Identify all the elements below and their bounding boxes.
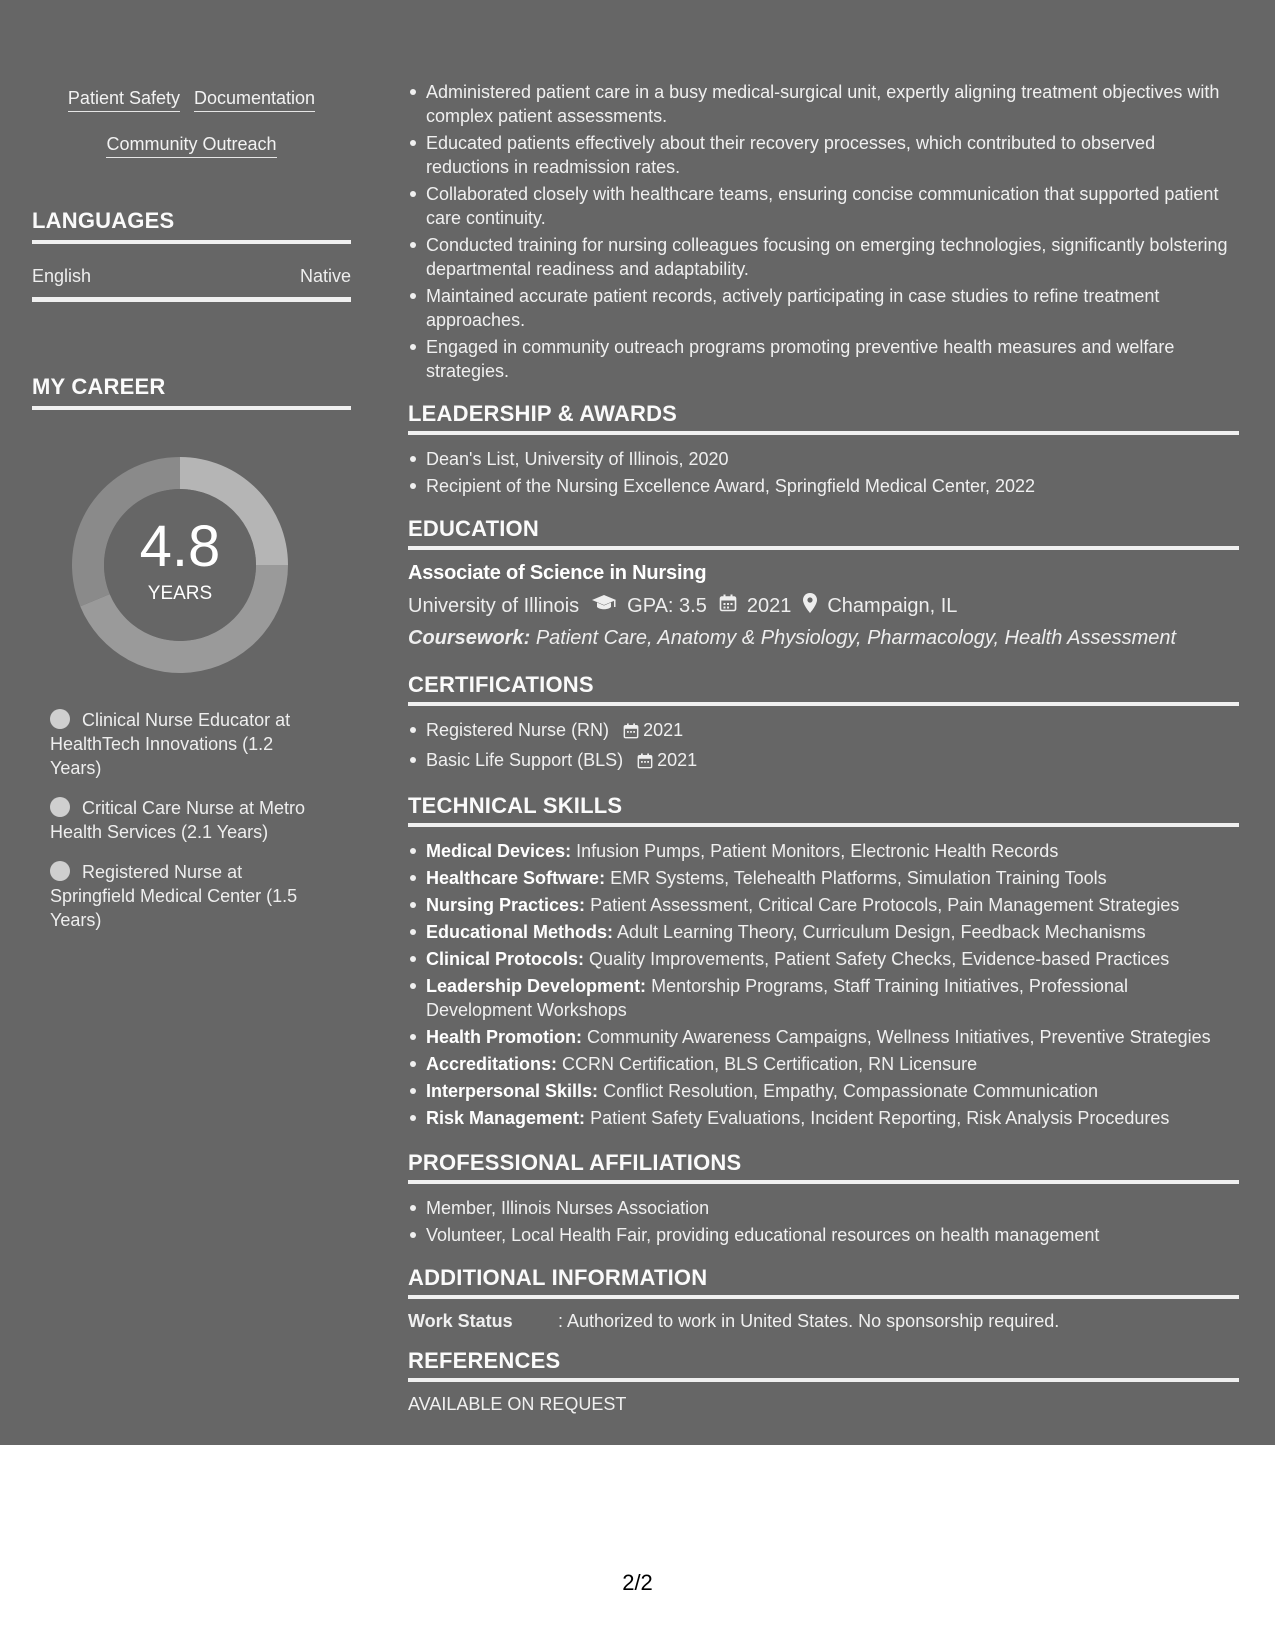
skill-text: Community Awareness Campaigns, Wellness Initiatives, Preventive Strategies: [587, 1027, 1211, 1047]
skill-text: Patient Safety Evaluations, Incident Reporting, Risk Analysis Procedures: [590, 1108, 1170, 1128]
career-item-text: Clinical Nurse Educator at HealthTech Innovations (1.2 Years): [50, 710, 291, 778]
career-section: [32, 374, 351, 932]
skill-label: Medical Devices:: [426, 841, 572, 861]
gpa: GPA: 3.5: [627, 594, 707, 617]
skill-item: [426, 947, 1239, 971]
degree-title: Associate of Science in Nursing: [408, 562, 707, 584]
certification-year: 2021: [643, 720, 684, 740]
languages-section: [32, 208, 351, 302]
skill-text: CCRN Certification, BLS Certification, RN Licensure: [562, 1054, 978, 1074]
experience-bullet: Engaged in community outreach programs promoting preventive health measures and welfare strategies.: [426, 335, 1239, 383]
experience-bullet: Conducted training for nursing colleagues focusing on emerging technologies, significantly bolstering departmental readiness and adaptability.: [426, 233, 1239, 281]
affiliations-heading: PROFESSIONAL AFFILIATIONS: [408, 1150, 1239, 1184]
skill-label: Accreditations:: [426, 1054, 558, 1074]
skill-item: [426, 893, 1239, 917]
coursework-text: Patient Care, Anatomy & Physiology, Pharmacology, Health Assessment: [535, 627, 1177, 649]
skills-list: [408, 839, 1239, 1130]
left-column: [32, 82, 351, 948]
skill-label: Leadership Development:: [426, 976, 647, 996]
affiliations-list: [408, 1196, 1239, 1247]
career-item: [50, 708, 325, 780]
skill-label: Healthcare Software:: [426, 868, 606, 888]
skill-tags: [32, 82, 351, 174]
experience-bullet: Administered patient care in a busy medical-surgical unit, expertly aligning treatment objectives with complex patient assessments.: [426, 80, 1239, 128]
certification-name: Registered Nurse (RN): [426, 720, 610, 740]
education-meta: [408, 593, 1239, 619]
language-name: English: [32, 266, 92, 286]
graduation-year: 2021: [746, 594, 792, 617]
right-column: [408, 80, 1239, 1415]
calendar-icon: [623, 721, 639, 745]
affiliation-item: Volunteer, Local Health Fair, providing educational resources on health management: [426, 1223, 1239, 1247]
career-item-text: Registered Nurse at Springfield Medical Center (1.5 Years): [50, 862, 298, 930]
career-heading: MY CAREER: [32, 374, 351, 410]
career-item-text: Critical Care Nurse at Metro Health Services (2.1 Years): [50, 798, 306, 842]
graduation-cap-icon: [591, 594, 617, 618]
career-donut-chart: [65, 450, 295, 680]
career-item: [50, 860, 325, 932]
certification-item: [426, 748, 1239, 775]
experience-bullets: [408, 80, 1239, 383]
legend-dot: [50, 861, 70, 881]
calendar-icon: [637, 751, 653, 775]
skill-item: [426, 1079, 1239, 1103]
page-number: 2/2: [622, 1570, 653, 1595]
calendar-icon: [719, 594, 737, 618]
education-location: Champaign, IL: [827, 594, 958, 617]
work-status-row: [408, 1311, 1239, 1332]
career-list: [50, 708, 325, 932]
awards-heading: LEADERSHIP & AWARDS: [408, 401, 1239, 435]
location-pin-icon: [803, 593, 817, 619]
work-status-value: : Authorized to work in United States. No sponsorship required.: [558, 1311, 1060, 1331]
experience-bullet: Maintained accurate patient records, actively participating in case studies to refine treatment approaches.: [426, 284, 1239, 332]
skill-text: Quality Improvements, Patient Safety Checks, Evidence-based Practices: [589, 949, 1170, 969]
skill-label: Educational Methods:: [426, 922, 614, 942]
skill-text: Conflict Resolution, Empathy, Compassionate Communication: [603, 1081, 1098, 1101]
skill-text: Adult Learning Theory, Curriculum Design, Feedback Mechanisms: [617, 922, 1146, 942]
skill-item: [426, 974, 1239, 1022]
legend-dot: [50, 797, 70, 817]
skill-item: [426, 839, 1239, 863]
experience-bullet: Educated patients effectively about their recovery processes, which contributed to observed reductions in readmission rates.: [426, 131, 1239, 179]
language-row: [32, 244, 351, 302]
skills-heading: TECHNICAL SKILLS: [408, 793, 1239, 827]
additional-info-heading: ADDITIONAL INFORMATION: [408, 1265, 1239, 1299]
skill-item: [426, 920, 1239, 944]
certifications-list: [408, 718, 1239, 775]
references-text: AVAILABLE ON REQUEST: [408, 1394, 627, 1414]
skill-label: Nursing Practices:: [426, 895, 586, 915]
career-years-label: YEARS: [147, 583, 213, 604]
experience-bullet: Collaborated closely with healthcare teams, ensuring concise communication that supported patient care continuity.: [426, 182, 1239, 230]
award-item: Dean's List, University of Illinois, 2020: [426, 447, 1239, 471]
references-heading: REFERENCES: [408, 1348, 1239, 1382]
skill-tag: Community Outreach: [106, 134, 276, 158]
award-item: Recipient of the Nursing Excellence Award, Springfield Medical Center, 2022: [426, 474, 1239, 498]
education-heading: EDUCATION: [408, 516, 1239, 550]
skill-item: [426, 1025, 1239, 1049]
certification-name: Basic Life Support (BLS): [426, 750, 624, 770]
skill-text: Infusion Pumps, Patient Monitors, Electronic Health Records: [576, 841, 1059, 861]
skill-text: Patient Assessment, Critical Care Protocols, Pain Management Strategies: [590, 895, 1180, 915]
awards-list: [408, 447, 1239, 498]
skill-text: EMR Systems, Telehealth Platforms, Simulation Training Tools: [610, 868, 1107, 888]
work-status-label: Work Status: [408, 1311, 513, 1331]
coursework: [408, 627, 1239, 650]
skill-tag: Patient Safety: [68, 88, 180, 112]
language-level: Native: [299, 266, 351, 286]
certification-year: 2021: [657, 750, 698, 770]
certifications-heading: CERTIFICATIONS: [408, 672, 1239, 706]
legend-dot: [50, 709, 70, 729]
career-item: [50, 796, 325, 844]
skill-label: Health Promotion:: [426, 1027, 582, 1047]
certification-item: [426, 718, 1239, 745]
affiliation-item: Member, Illinois Nurses Association: [426, 1196, 1239, 1220]
skill-text: Mentorship Programs, Staff Training Initiatives, Professional Development Workshops: [426, 976, 1128, 1020]
skill-tag: Documentation: [194, 88, 315, 112]
skill-label: Clinical Protocols:: [426, 949, 585, 969]
skill-label: Risk Management:: [426, 1108, 586, 1128]
skill-label: Interpersonal Skills:: [426, 1081, 599, 1101]
skill-item: [426, 1052, 1239, 1076]
skill-item: [426, 1106, 1239, 1130]
school-name: University of Illinois: [408, 594, 580, 617]
languages-heading: LANGUAGES: [32, 208, 351, 244]
skill-item: [426, 866, 1239, 890]
coursework-label: Coursework:: [408, 627, 531, 649]
career-total-years: 4.8: [139, 514, 221, 579]
